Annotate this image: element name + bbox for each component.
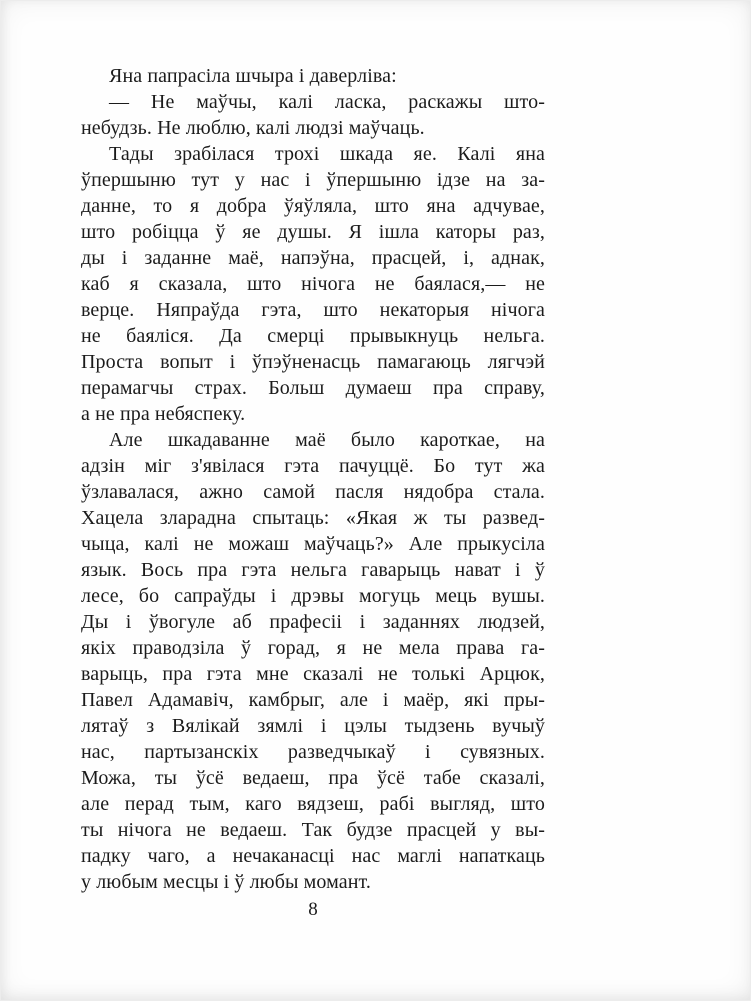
text-line: Яна папрасіла шчыра і даверліва:	[109, 65, 397, 87]
text-line: якіх праводзіла ў горад, я не мела права га-	[81, 637, 545, 659]
text-line: Ды і ўвогуле аб прафесіі і заданнях людзей,	[81, 611, 545, 633]
text-line: не баяліся. Да смерці прывыкнуць нельга.	[81, 325, 545, 347]
text-line: Павел Адамавіч, камбрыг, але і маёр, які пры-	[81, 689, 545, 711]
text-line: Хацела зларадна спытаць: «Якая ж ты развед-	[81, 507, 545, 529]
text-line: язык. Вось пра гэта нельга гаварыць нават і ў	[81, 559, 545, 581]
text-line: ўпершыню тут у нас і ўпершыню ідзе на за-	[81, 169, 545, 191]
text-line: нас, партызанскіх разведчыкаў і сувязных.	[81, 741, 545, 763]
text-line: ўзлавалася, ажно самой пасля нядобра стала.	[81, 481, 545, 503]
text-line: Проста вопыт і ўпэўненасць памагаюць лягчэй	[81, 351, 545, 373]
text-line: Можа, ты ўсё ведаеш, пра ўсё табе сказалі,	[81, 767, 545, 789]
text-line: Тады зрабілася трохі шкада яе. Калі яна	[109, 143, 545, 165]
text-line: каб я сказала, што нічога не баялася,— не	[81, 273, 545, 295]
text-line: небудзь. Не люблю, калі людзі маўчаць.	[81, 117, 425, 139]
text-line: лесе, бо сапраўды і дрэвы могуць мець вушы.	[81, 585, 545, 607]
text-line: у любым месцы і ў любы момант.	[81, 871, 371, 893]
text-line: лятаў з Вялікай зямлі і цэлы тыдзень вучыў	[81, 715, 545, 737]
text-line: але перад тым, каго вядзеш, рабі выгляд, што	[81, 793, 545, 815]
text-line: варыць, пра гэта мне сказалі не толькі Арцюк,	[81, 663, 545, 685]
text-line: ды і заданне маё, напэўна, прасцей, і, аднак,	[81, 247, 545, 269]
text-line: падку чаго, а нечаканасці нас маглі напаткаць	[81, 845, 545, 867]
page-number: 8	[308, 899, 318, 920]
page-text	[81, 63, 545, 922]
text-line: а не пра небяспеку.	[81, 403, 246, 425]
text-line: перамагчы страх. Больш думаеш пра справу,	[81, 377, 545, 399]
text-line: — Не маўчы, калі ласка, раскажы што-	[109, 91, 545, 113]
text-line: данне, то я добра ўяўляла, што яна адчувае,	[81, 195, 545, 217]
text-line: чыца, калі не можаш маўчаць?» Але прыкусіла	[81, 533, 545, 555]
text-line: верце. Няпраўда гэта, што некаторыя нічога	[81, 299, 545, 321]
paragraph	[81, 141, 545, 427]
text-line: Але шкадаванне маё было кароткае, на	[109, 429, 545, 451]
paragraph	[81, 89, 545, 141]
text-line: што робіцца ў яе душы. Я ішла каторы раз,	[81, 221, 545, 243]
text-line: ты нічога не ведаеш. Так будзе прасцей у вы-	[81, 819, 545, 841]
paragraph	[81, 427, 545, 895]
paragraph	[81, 63, 545, 89]
text-line: адзін міг з'явілася гэта пачуццё. Бо тут жа	[81, 455, 545, 477]
